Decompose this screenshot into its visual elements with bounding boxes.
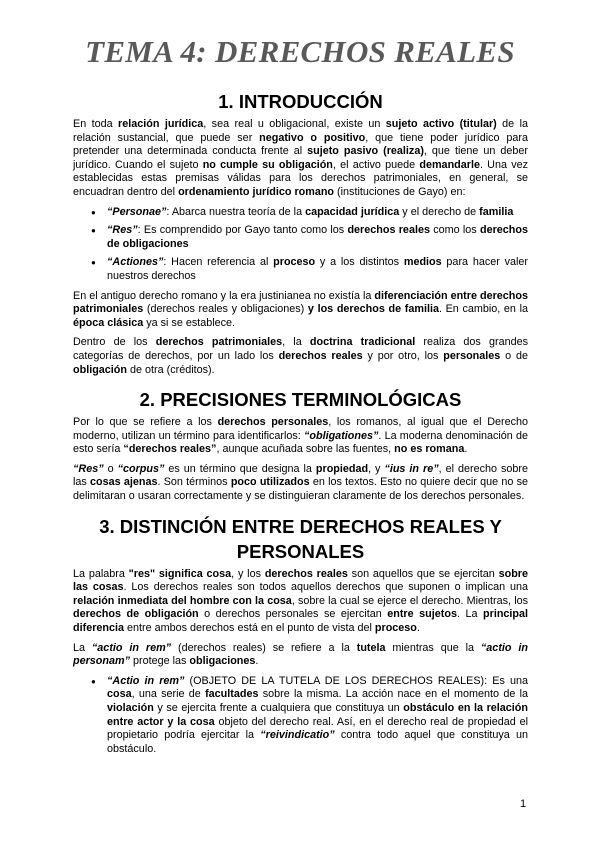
paragraph: En el antiguo derecho romano y la era justinianea no existía la diferenciación entre derechos patrimoniales (derechos reales y obligaciones) y los derechos de familia. En cambio, en la época clásica ya si se establece.	[73, 289, 528, 329]
paragraph: Dentro de los derechos patrimoniales, la doctrina tradicional realiza dos grandes categorías de derechos, por un lado los derechos reales y por otro, los personales o de obligación de otra (créditos).	[73, 336, 528, 376]
bullet-list	[73, 206, 528, 284]
section-heading: 2. PRECISIONES TERMINOLÓGICAS	[139, 389, 462, 411]
paragraph: “Res” o “corpus” es un término que designa la propiedad, y “ius in re”, el derecho sobre las cosas ajenas. Son términos poco utilizados en los textos. Esto no quiere decir que no se delimitaran o usaran correctamente y se distinguieran claramente de los derechos personales.	[73, 462, 528, 503]
paragraph: Por lo que se refiere a los derechos personales, los romanos, al igual que el Derecho moderno, utilizan un término para identificarlos: “obligationes”. La moderna denominación de esto sería “derechos reales”, aunque acuñada sobre las fuentes, no es romana.	[73, 416, 529, 456]
list-item: ● “Actio in rem” (OBJETO DE LA TUTELA DE LOS DERECHOS REALES): Es una cosa, una serie de facultades sobre la misma. La acción nace en el momento de la violación y se ejercita frente a cualquiera que constituya un obstáculo en la relación entre actor y la cosa objeto del derecho real. Así, en el derecho real de propiedad el propietario podría ejercitar la “reivindicatio” contra todo aquel que constituya un obstáculo.	[107, 675, 528, 757]
list-item: ● “Personae”: Abarca nuestra teoría de la capacidad jurídica y el derecho de familia	[107, 206, 528, 220]
bullet-list	[73, 675, 528, 757]
page-title: TEMA 4: DERECHOS REALES	[85, 34, 515, 69]
paragraph: La “actio in rem” (derechos reales) se refiere a la tutela mientras que la “actio in personam” protege las obligaciones.	[73, 641, 528, 668]
list-item: ● “Actiones”: Hacen referencia al proceso y a los distintos medios para hacer valer nuestros derechos	[107, 256, 528, 283]
paragraph: La palabra "res" significa cosa, y los derechos reales son aquellos que se ejercitan sobre las cosas. Los derechos reales son todos aquellos derechos que suponen o implican una relación inmediata del hombre con la cosa, sobre la cual se ejerce el derecho. Mientras, los derechos de obligación o derechos personales se ejercitan entre sujetos. La principal diferencia entre ambos derechos está en el punto de vista del proceso.	[73, 567, 529, 635]
paragraph: En toda relación jurídica, sea real u obligacional, existe un sujeto activo (titular) de la relación sustancial, que puede ser negativo o positivo, que tiene poder jurídico para pretender una determinada conducta frente al sujeto pasivo (realiza), que tiene un deber jurídico. Cuando el sujeto no cumple su obligación, el activo puede demandarle. Una vez establecidas estas premisas válidas para los derechos patrimoniales, en general, se encuadran dentro del ordenamiento jurídico romano (instituciones de Gayo) en:	[73, 118, 528, 198]
section-heading: 3. DISTINCIÓN ENTRE DERECHOS REALES Y PERSONALES	[99, 515, 502, 562]
section-heading: 1. INTRODUCCIÓN	[218, 91, 383, 112]
list-item: ● “Res”: Es comprendido por Gayo tanto como los derechos reales como los derechos de obligaciones	[107, 224, 528, 251]
document-body	[73, 89, 528, 762]
page-number: 1	[520, 798, 527, 810]
